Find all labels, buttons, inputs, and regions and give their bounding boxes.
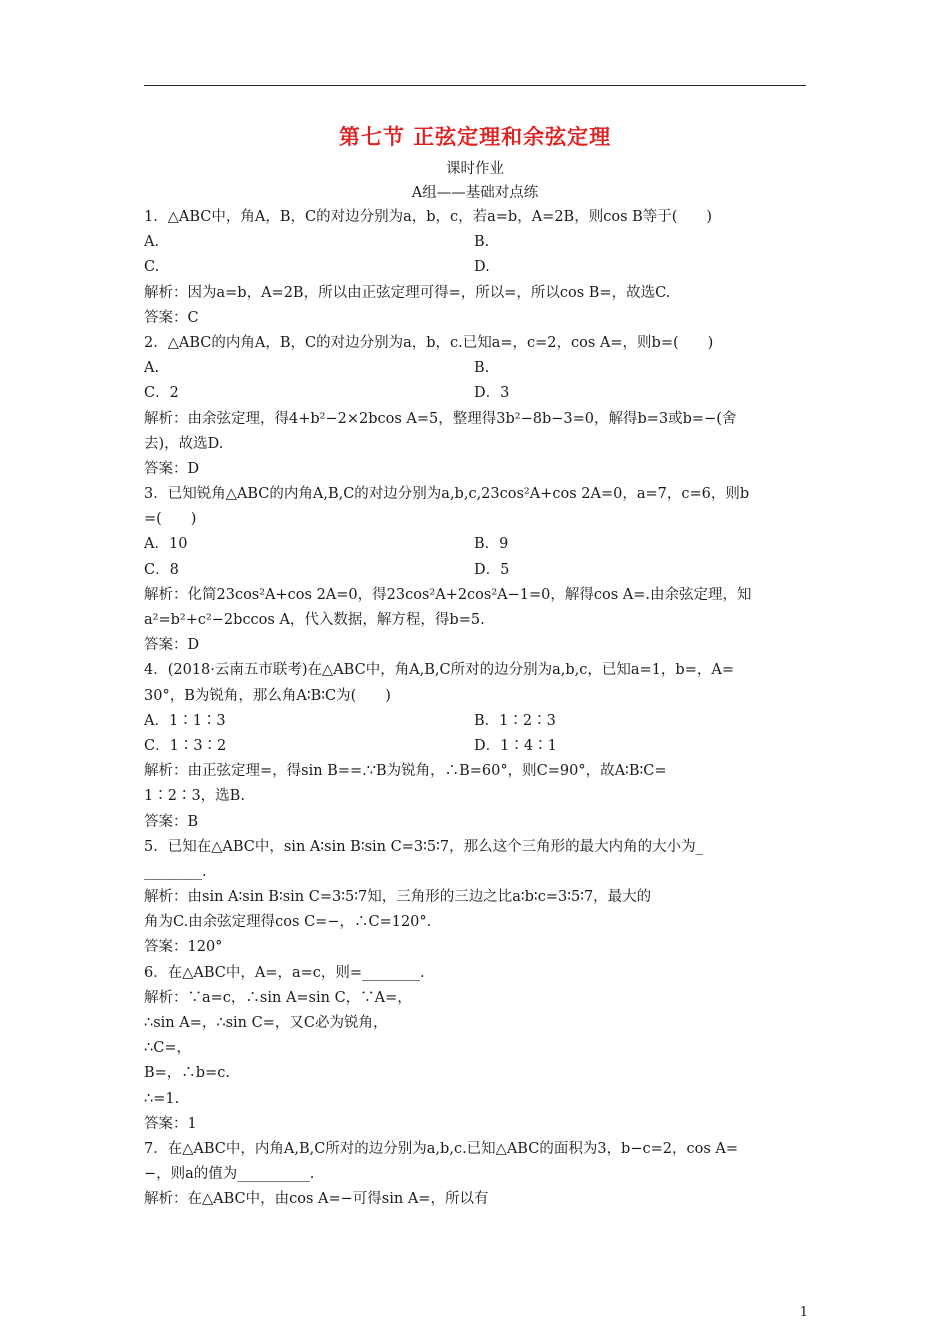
text-line: 答案：D [144,460,200,477]
text-line: −，则a的值为__________. [144,1166,315,1183]
option-text: D. [474,259,490,276]
text-line: 解析：因为a=b，A=2B，所以由正弦定理可得=，所以=，所以cos B=，故选C. [144,284,671,301]
option-text: D．3 [474,385,510,402]
text-line: =( ) [144,511,197,528]
option-text: A. [144,360,160,377]
text-line: 答案：D [144,637,200,654]
text-line: 3．已知锐角△ABC的内角A,B,C的对边分别为a,b,c,23cos²A+cos 2A=0，a=7，c=6，则b [144,486,750,503]
text-line: ∴=1. [144,1090,180,1107]
option-text: D．5 [474,561,510,578]
text-line: 答案：C [144,309,199,326]
text-line: 解析：∵a=c，∴sin A=sin C，∵A=， [144,989,412,1006]
text-line: 答案：B [144,813,199,830]
options-row [144,381,808,406]
option-text: A. [144,234,160,251]
header-rule [144,85,806,86]
exercise-content [144,205,808,1213]
text-line: ________. [144,863,207,880]
text-line: ∴C=， [144,1040,191,1057]
option-text: B．1∶2∶3 [474,712,556,729]
text-line: 去)，故选D. [144,435,224,452]
text-line: 角为C.由余弦定理得cos C=−，∴C=120°. [144,914,432,931]
text-line: a²=b²+c²−2bccos A，代入数据，解方程，得b=5. [144,612,485,628]
option-text: C. [144,259,160,276]
text-line: 解析：由正弦定理=，得sin B==.∵B为锐角，∴B=60°，则C=90°，故A∶B∶C= [144,763,667,780]
text-line: 4．(2018·云南五市联考)在△ABC中，角A,B,C所对的边分别为a,b,c，已知a=1，b=，A= [144,662,734,679]
option-text: A．1∶1∶3 [144,712,226,729]
options-row [144,558,808,583]
text-line: 答案：1 [144,1115,197,1132]
text-line: 7．在△ABC中，内角A,B,C所对的边分别为a,b,c.已知△ABC的面积为3，b−c=2，cos A= [144,1140,738,1157]
option-text: D．1∶4∶1 [474,737,557,754]
options-row [144,356,808,381]
option-text: A．10 [144,536,188,553]
options-row [144,255,808,280]
text-line: 6．在△ABC中，A=，a=c，则=________. [144,964,425,981]
option-text: B. [474,360,490,377]
text-line: 1．△ABC中，角A，B，C的对边分别为a，b，c，若a=b，A=2B，则cos B等于( ) [144,209,713,225]
text-line: 答案：120° [144,939,223,956]
text-line: ∴sin A=，∴sin C=，又C必为锐角， [144,1015,388,1031]
page-number: 1 [799,1305,808,1320]
subtitle-homework: 课时作业 [446,161,504,177]
section-title: 第七节 正弦定理和余弦定理 [338,125,612,149]
text-line: 30°，B为锐角，那么角A∶B∶C为( ) [144,687,391,704]
text-line: 解析：由余弦定理，得4+b²−2×2bcos A=5，整理得3b²−8b−3=0，解得b=3或b=−(舍 [144,410,737,427]
text-line: B=，∴b=c. [144,1065,230,1082]
text-line: 1∶2∶3，选B. [144,788,245,805]
option-text: B．9 [474,536,509,553]
text-line: 解析：化简23cos²A+cos 2A=0，得23cos²A+2cos²A−1=0，解得cos A=.由余弦定理，知 [144,586,752,603]
options-row [144,734,808,759]
option-text: C．1∶3∶2 [144,737,227,754]
options-row [144,532,808,557]
text-line: 2．△ABC的内角A，B，C的对边分别为a，b，c.已知a=，c=2，cos A=，则b=( ) [144,334,714,351]
text-line: 解析：在△ABC中，由cos A=−可得sin A=，所以有 [144,1191,489,1208]
subtitle-group: A组——基础对点练 [411,185,539,201]
text-line: 5．已知在△ABC中，sin A∶sin B∶sin C=3∶5∶7，那么这个三角形的最大内角的大小为_ [144,838,703,855]
options-row [144,709,808,734]
option-text: C．8 [144,561,179,578]
options-row [144,230,808,255]
option-text: B. [474,234,490,251]
text-line: 解析：由sin A∶sin B∶sin C=3∶5∶7知，三角形的三边之比a∶b∶c=3∶5∶7，最大的 [144,889,652,906]
option-text: C．2 [144,385,179,402]
